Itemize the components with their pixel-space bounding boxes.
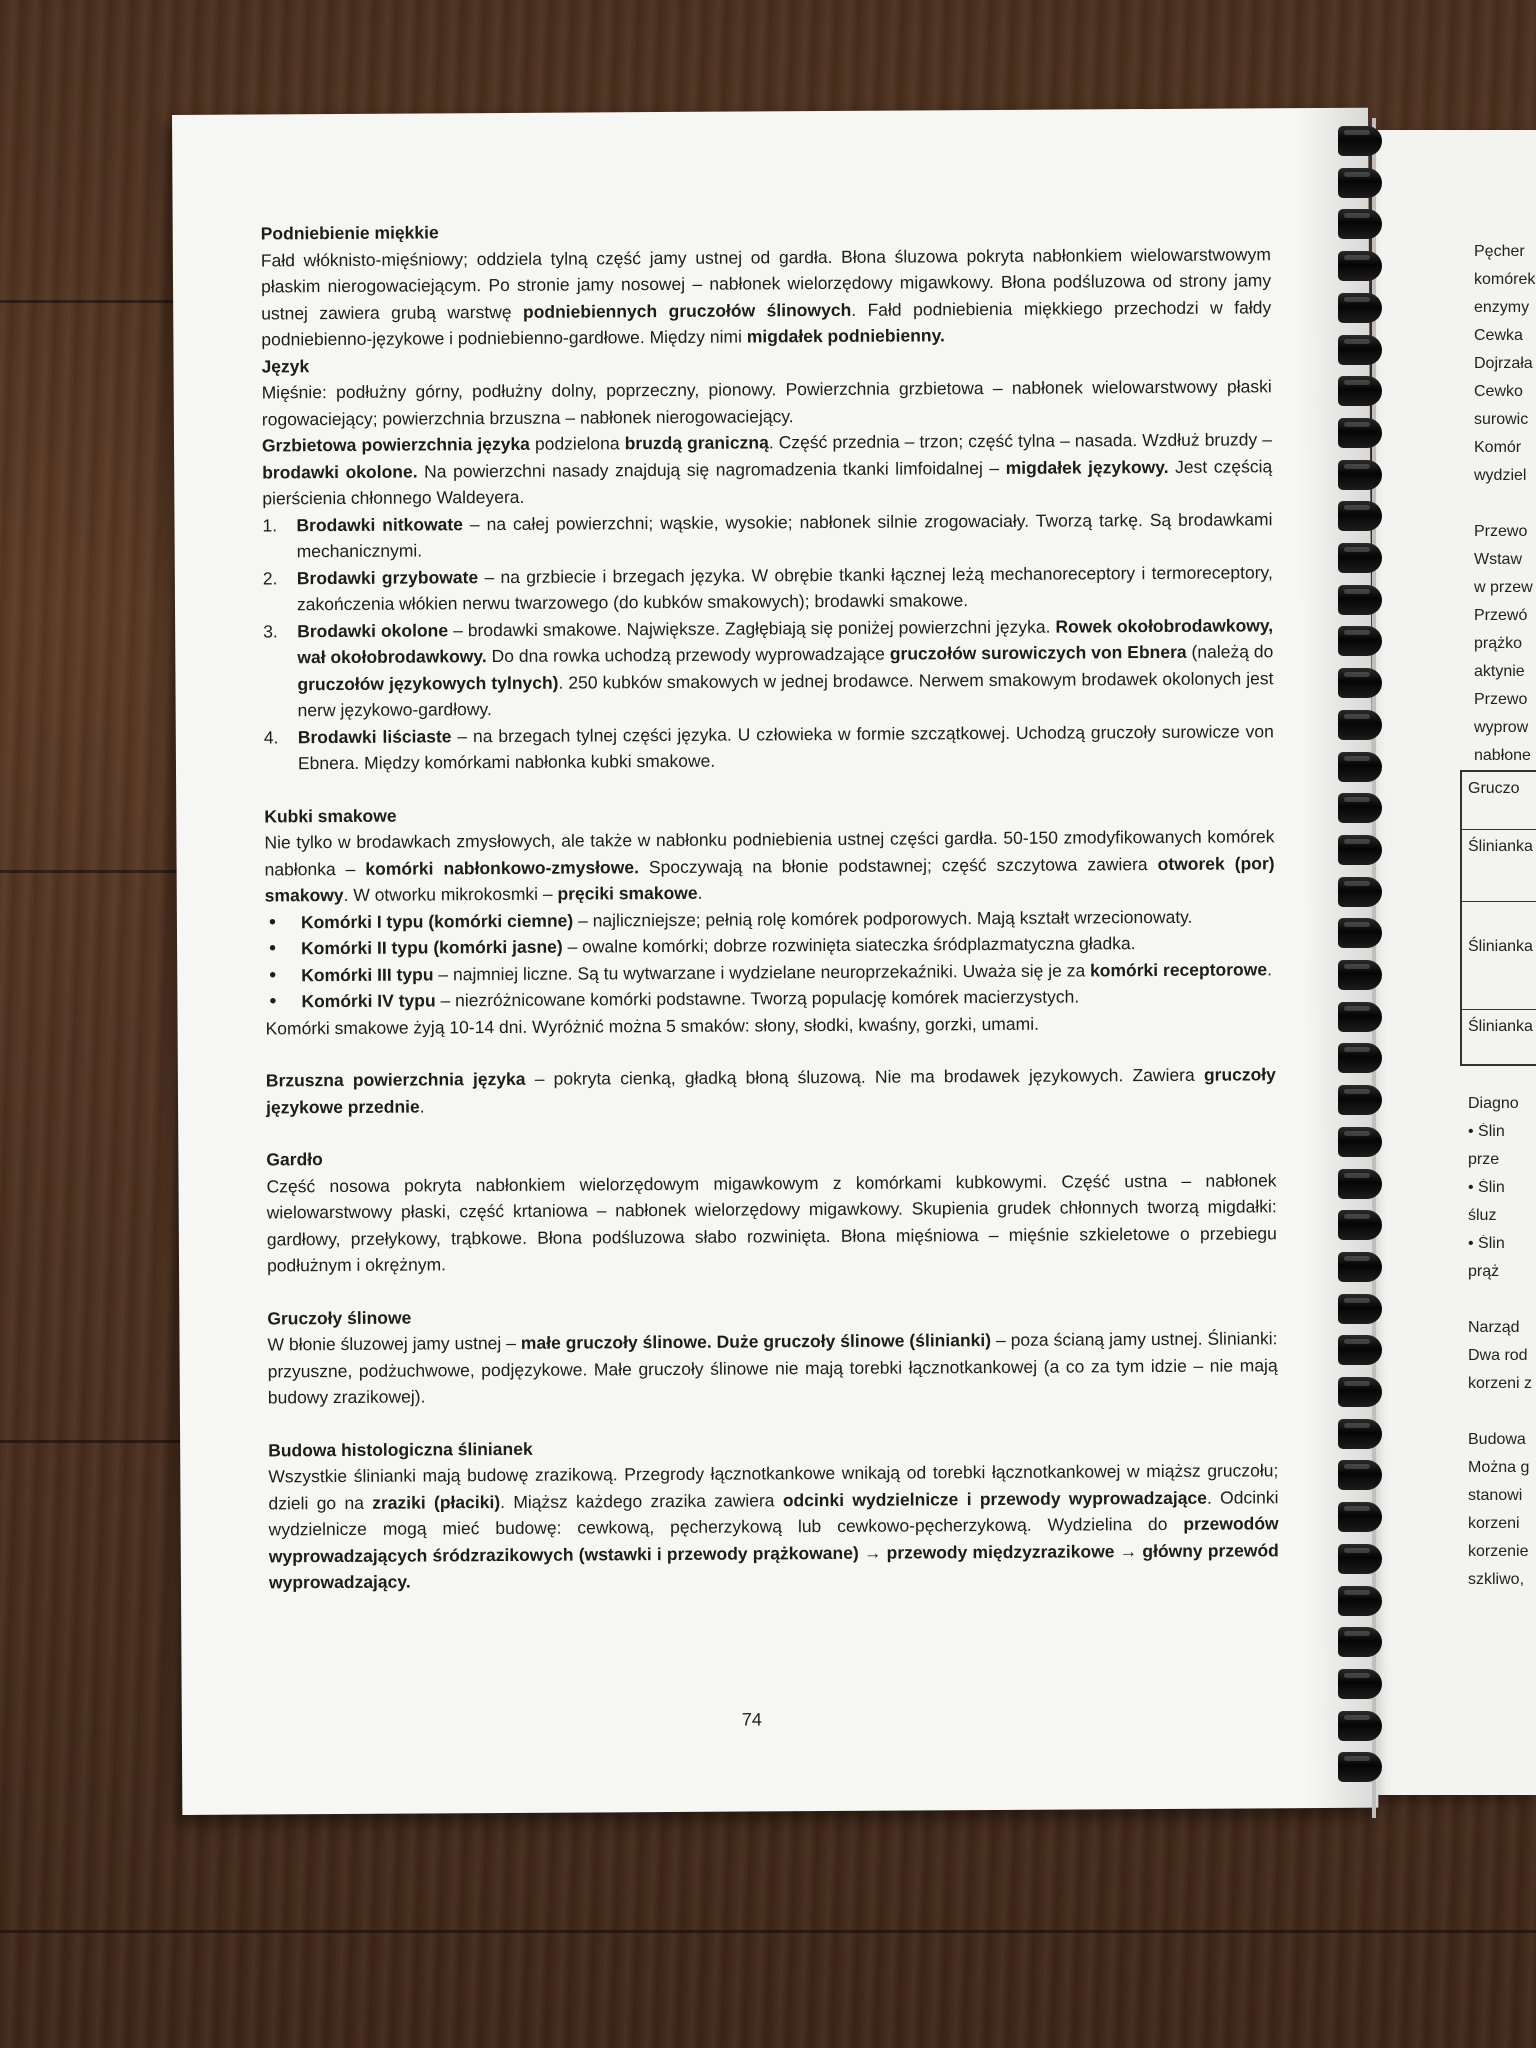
right-page-line: w przew <box>1474 579 1533 596</box>
right-page-line: Pęcher <box>1474 243 1525 260</box>
binding-ring <box>1338 1127 1382 1157</box>
right-page-table <box>1460 770 1536 1066</box>
table-row: Ślinianka <box>1468 1018 1533 1035</box>
section-title: Gruczoły ślinowe <box>267 1307 412 1328</box>
right-page-line: Dojrzała <box>1474 355 1533 372</box>
list-item: • Komórki I typu (komórki ciemne) – najliczniejsze; pełnią rolę komórek podporowych. Mają kształt wrzecionowaty. <box>265 903 1275 936</box>
right-page-line: korzeni <box>1468 1515 1520 1532</box>
list-item: • Komórki II typu (komórki jasne) – owalne komórki; dobrze rozwinięta siateczka śródplazmatyczna gładka. <box>265 929 1275 962</box>
binding-ring <box>1338 1419 1382 1449</box>
table-row: Ślinianka <box>1462 902 1536 1010</box>
binding-ring <box>1338 501 1382 531</box>
binding-ring <box>1338 126 1382 156</box>
binding-ring <box>1338 1627 1382 1657</box>
paragraph: Grzbietowa powierzchnia języka podzielona bruzdą graniczną. Część przednia – trzon; część tylna – nasada. Wzdłuż bruzdy – brodawki okolone. Na powierzchni nasady znajdują się nagromadzenia tkanki limfoidalnej – migdałek językowy. Jest częścią pierścienia chłonnego Waldeyera. <box>261 429 1273 509</box>
right-page-line: • Ślin <box>1468 1235 1505 1252</box>
right-page-line: Cewka <box>1474 327 1523 344</box>
binding-ring <box>1338 668 1382 698</box>
right-page-line: Budowa <box>1468 1431 1526 1448</box>
paragraph: Wszystkie ślinianki mają budowę zrazikową. Przegrody łącznotkankowe wnikają od torebki łącznotkankowej w miąższ gruczołu; dzieli go na zraziki (płaciki). Miąższ każdego zrazika zawiera odcinki wydzielnicze i przewody wyprowadzające. Odcinki wydzielnicze mogą mieć budowę: cewkową, pęcherzykową lub cewkowo-pęcherzykową. Wydzielina do przewodów wyprowadzających śródzrazikowych (wstawki i przewody prążkowane) → przewody międzyzrazikowe → główny przewód wyprowadzający. <box>268 1460 1279 1593</box>
binding-ring <box>1338 626 1382 656</box>
binding-ring <box>1338 1335 1382 1365</box>
binding-ring <box>1338 1586 1382 1616</box>
binding-ring <box>1338 418 1382 448</box>
table-row: Gruczo <box>1462 772 1536 830</box>
binding-ring <box>1338 168 1382 198</box>
right-page-line: Przewo <box>1474 523 1528 540</box>
section-title: Gardło <box>266 1149 323 1170</box>
right-page-line: korzeni z <box>1468 1375 1533 1392</box>
paragraph: Komórki smakowe żyją 10-14 dni. Wyróżnić można 5 smaków: słony, słodki, kwaśny, gorzki, umami. <box>265 1013 1039 1038</box>
binding-ring <box>1338 1085 1382 1115</box>
binding-ring <box>1338 710 1382 740</box>
binding-ring <box>1338 209 1382 239</box>
page-content <box>261 214 1279 1596</box>
right-page-line: wyprow <box>1474 719 1529 736</box>
binding-ring <box>1338 918 1382 948</box>
cell-types-list <box>265 903 1276 1015</box>
binding-ring <box>1338 835 1382 865</box>
right-page-line: enzymy <box>1474 299 1530 316</box>
binding-ring <box>1338 335 1382 365</box>
binding-ring <box>1338 1294 1382 1324</box>
binding-ring <box>1338 1669 1382 1699</box>
binding-ring <box>1338 585 1382 615</box>
papillae-list <box>262 506 1274 777</box>
right-page-line: Przewo <box>1474 691 1528 708</box>
right-page-line: Komór <box>1474 439 1522 456</box>
binding-ring <box>1338 1460 1382 1490</box>
paragraph: Fałd włóknisto-mięśniowy; oddziela tylną część jamy ustnej od gardła. Błona śluzowa pokryta nabłonkiem wielowarstwowym płaskim nierogowaciejącym. Po stronie jamy nosowej – nabłonek wielorzędowy migawkowy. Błona podśluzowa od strony jamy ustnej zawiera grubą warstwę podniebiennych gruczołów ślinowych. Fałd podniebienia miękkiego przechodzi w fałdy podniebienno-językowe i podniebienno-gardłowe. Między nimi migdałek podniebienny. <box>260 243 1272 350</box>
right-page-line: korzenie <box>1468 1543 1529 1560</box>
right-page-line: surowic <box>1474 411 1529 428</box>
binding-ring <box>1338 376 1382 406</box>
right-page-line: prze <box>1468 1151 1500 1168</box>
right-page-line: • Ślin <box>1468 1123 1505 1140</box>
table-row: Ślinianka <box>1462 830 1536 902</box>
paragraph: Nie tylko w brodawkach zmysłowych, ale także w nabłonku podniebienia ustnej części gardła. 50-150 zmodyfikowanych komórek nabłonka – komórki nabłonkowo-zmysłowe. Spoczywają na błonie podstawnej; część szczytowa zawiera otworek (por) smakowy. W otworku mikrokosmki – pręciki smakowe. <box>264 826 1275 906</box>
list-item: 1. Brodawki nitkowate – na całej powierzchni; wąskie, wysokie; nabłonek silnie zrogowaciały. Tworzą tarkę. Są brodawkami mechanicznymi. <box>262 508 1273 562</box>
paragraph: W błonie śluzowej jamy ustnej – małe gruczoły ślinowe. Duże gruczoły ślinowe (ślinianki) – poza ścianą jamy ustnej. Ślinianki: przyuszne, podżuchwowe, podjęzykowe. Małe gruczoły ślinowe nie mają torebki łącznotkankowej (a co za tym idzie – nie mają budowy zrazikowej). <box>267 1328 1278 1408</box>
right-page-line: Przewó <box>1474 607 1528 624</box>
right-page-line: wydziel <box>1474 467 1527 484</box>
right-page-line: Wstaw <box>1474 551 1522 568</box>
binding-ring <box>1338 793 1382 823</box>
binding-ring <box>1338 1169 1382 1199</box>
section-title: Podniebienie miękkie <box>260 222 439 244</box>
right-page-line: Narząd <box>1468 1319 1520 1336</box>
right-page-line: Można g <box>1468 1459 1530 1476</box>
binding-ring <box>1338 460 1382 490</box>
spiral-binding <box>1328 118 1388 1818</box>
section-title: Budowa histologiczna ślinianek <box>268 1438 533 1460</box>
list-item: 4. Brodawki liściaste – na brzegach tylnej części języka. U człowieka w formie szczątkowej. Uchodzą gruczoły surowicze von Ebnera. Między komórkami nabłonka kubki smakowe. <box>263 720 1274 774</box>
right-page-line: komórek <box>1474 271 1536 288</box>
binding-ring <box>1338 752 1382 782</box>
right-page-line: stanowi <box>1468 1487 1523 1504</box>
binding-ring <box>1338 293 1382 323</box>
right-page-line: nabłone <box>1474 747 1531 764</box>
paragraph: Mięśnie: podłużny górny, podłużny dolny, poprzeczny, pionowy. Powierzchnia grzbietowa – nabłonek wielowarstwowy płaski rogowaciejący; powierzchnia brzuszna – nabłonek nierogowaciejący. <box>261 376 1272 429</box>
binding-ring <box>1338 877 1382 907</box>
binding-ring <box>1338 1252 1382 1282</box>
right-page-line: Dwa rod <box>1468 1347 1528 1364</box>
list-item: • Komórki IV typu – niezróżnicowane komórki podstawne. Tworzą populację komórek macierzystych. <box>265 982 1275 1015</box>
right-page-line: śluz <box>1468 1207 1497 1224</box>
binding-ring <box>1338 1752 1382 1782</box>
list-item: • Komórki III typu – najmniej liczne. Są tu wytwarzane i wydzielane neuroprzekaźniki. Uważa się je za komórki receptorowe. <box>265 956 1275 989</box>
right-page-line: Cewko <box>1474 383 1523 400</box>
right-page-line: Diagno <box>1468 1095 1519 1112</box>
binding-ring <box>1338 1210 1382 1240</box>
right-page-line: aktynie <box>1474 663 1525 680</box>
binding-ring <box>1338 1502 1382 1532</box>
page-number: 74 <box>741 1709 762 1730</box>
binding-ring <box>1338 1711 1382 1741</box>
right-page-line: prąż <box>1468 1263 1500 1280</box>
binding-ring <box>1338 251 1382 281</box>
list-item: 2. Brodawki grzybowate – na grzbiecie i brzegach języka. W obrębie tkanki łącznej leżą mechanoreceptory i termoreceptory, zakończenia włókien nerwu twarzowego (do kubków smakowych); brodawki smakowe. <box>262 561 1273 615</box>
section-title: Język <box>261 355 310 376</box>
right-page-line: szkliwo, <box>1468 1571 1525 1588</box>
right-page-line: • Ślin <box>1468 1179 1505 1196</box>
paragraph: Część nosowa pokryta nabłonkiem wielorzędowym migawkowym z komórkami kubkowymi. Część ustna – nabłonek wielowarstwowy płaski, część krtaniowa – nabłonek wielorzędowy migawkowy. Skupienia grudek chłonnych tworzą migdałki: gardłowy, przełykowy, trąbkowe. Błona podśluzowa słabo rozwinięta. Błona mięśniowa – mięśnie szkieletowe o przebiegu podłużnym i okrężnym. <box>266 1169 1277 1276</box>
binding-ring <box>1338 543 1382 573</box>
binding-ring <box>1338 1043 1382 1073</box>
document-page <box>172 108 1378 1815</box>
paragraph: Brzuszna powierzchnia języka – pokryta cienką, gładką błoną śluzową. Nie ma brodawek językowych. Zawiera gruczoły językowe przednie. <box>265 1064 1276 1117</box>
section-title: Kubki smakowe <box>264 805 397 826</box>
binding-ring <box>1338 1002 1382 1032</box>
binding-ring <box>1338 1377 1382 1407</box>
floor-plank-seam <box>0 1930 1536 1933</box>
list-item: 3. Brodawki okolone – brodawki smakowe. Największe. Zagłębiają się poniżej powierzchni języka. Rowek okołobrodawkowy, wał okołobrodawkowy. Do dna rowka uchodzą przewody wyprowadzające gruczołów surowiczych von Ebnera (należą do gruczołów językowych tylnych). 250 kubków smakowych w jednej brodawce. Nerwem smakowym brodawek okolonych jest nerw językowo-gardłowy. <box>263 614 1274 721</box>
right-page-line: prążko <box>1474 635 1523 652</box>
binding-ring <box>1338 1544 1382 1574</box>
binding-ring <box>1338 960 1382 990</box>
